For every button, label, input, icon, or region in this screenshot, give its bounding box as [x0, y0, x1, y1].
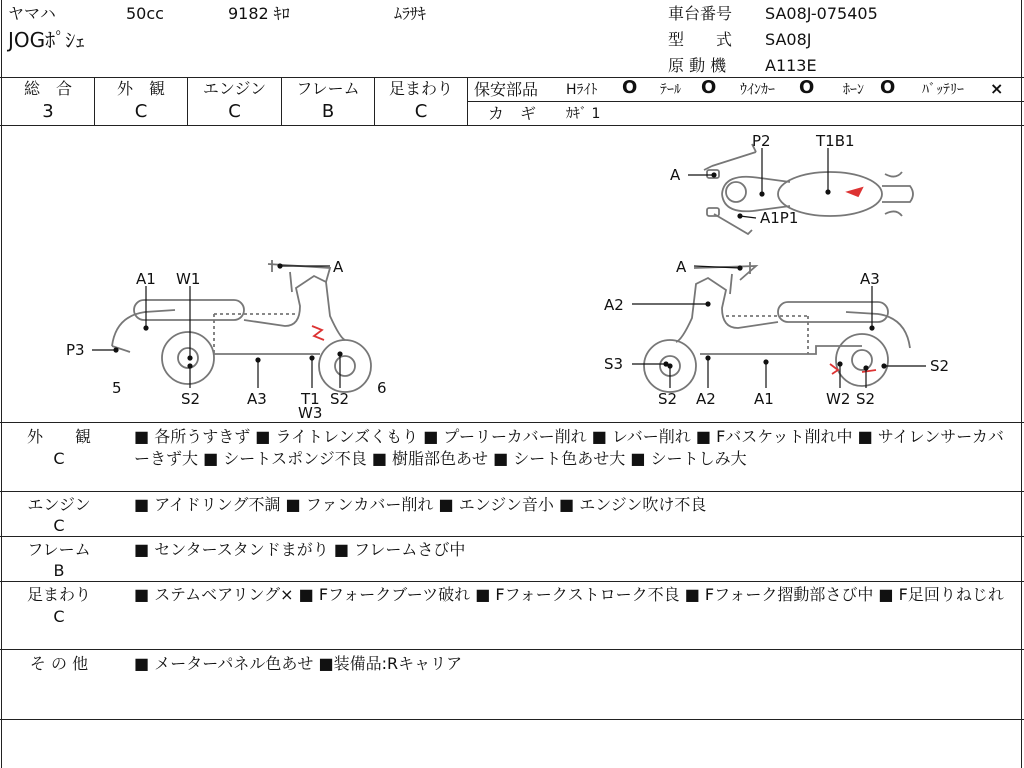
top-view-scooter [704, 144, 913, 234]
safety-item-horn: ﾎｰﾝ [843, 82, 864, 98]
suspension-grade-label: 足まわり [388, 79, 453, 98]
engine-code-label: 原 動 機 [668, 56, 727, 75]
divider [467, 77, 468, 125]
divider [0, 719, 1024, 720]
label-a-left: A [333, 258, 344, 276]
label-a3-left: A3 [247, 390, 267, 408]
exterior-grade-label: 外 観 [116, 79, 165, 98]
label-a-top: A [670, 166, 681, 184]
exterior-grade-value: C [134, 101, 148, 122]
divider [468, 101, 1024, 102]
safety-parts-label: 保安部品 [474, 80, 539, 99]
label-a1-left: A1 [136, 270, 156, 288]
safety-item-tail: ﾃｰﾙ [660, 82, 681, 98]
label-w1-left: W1 [176, 270, 201, 288]
label-a-right: A [676, 258, 687, 276]
chassis-number-label: 車台番号 [668, 4, 733, 23]
divider [0, 77, 1024, 78]
section-engine-label: エンジン [27, 495, 91, 514]
section-frame-text: ■ センタースタンドまがり ■ フレームさび中 [134, 540, 466, 559]
section-suspension-text: ■ ステムベアリング× ■ Fフォークブーツ破れ ■ Fフォークストローク不良 ■ Fフォーク摺動部さび中 ■ F足回りねじれ [134, 585, 1004, 604]
section-exterior-grade: C [53, 449, 65, 468]
label-t1b1: T1B1 [816, 132, 855, 150]
safety-mark-tail: O [701, 77, 717, 98]
chassis-number-value: SA08J-075405 [765, 4, 878, 23]
divider [0, 422, 1024, 423]
label-s2-left-a: S2 [181, 390, 201, 408]
leader-lines [92, 148, 926, 388]
safety-item-winker: ｳｲﾝｶｰ [740, 82, 775, 98]
label-5-left: 5 [112, 379, 122, 397]
engine-grade-label: エンジン [202, 79, 267, 98]
overall-grade-value: 3 [42, 101, 54, 122]
section-frame-grade: B [53, 561, 65, 580]
label-s3-right: S3 [604, 355, 624, 373]
body-color: ﾑﾗｻｷ [394, 4, 427, 23]
maker-name: ヤマハ [8, 4, 56, 23]
model-type-value: SA08J [765, 30, 812, 49]
section-other-text: ■ メーターパネル色あせ ■装備品:Rキャリア [134, 654, 463, 673]
section-engine-text: ■ アイドリング不調 ■ ファンカバー削れ ■ エンジン音小 ■ エンジン吹け不良 [134, 495, 707, 514]
label-p2: P2 [752, 132, 771, 150]
divider [0, 649, 1024, 650]
label-a2-right-a: A2 [604, 296, 624, 314]
divider [0, 536, 1024, 537]
label-w3-left: W3 [298, 404, 323, 422]
safety-mark-battery: × [990, 79, 1004, 98]
safety-mark-horn: O [880, 77, 896, 98]
safety-item-headlight: Hﾗｲﾄ [566, 82, 598, 98]
label-a3-right: A3 [860, 270, 880, 288]
safety-item-battery: ﾊﾞｯﾃﾘｰ [922, 82, 964, 98]
section-suspension-label: 足まわり [26, 585, 91, 604]
safety-mark-headlight: O [622, 77, 638, 98]
condition-diagram [0, 126, 1024, 422]
section-suspension-grade: C [53, 607, 65, 626]
overall-grade-label: 総 合 [23, 79, 72, 98]
model-name: JOGﾎﾟｼｪ [8, 28, 86, 52]
label-p3-left: P3 [66, 341, 85, 359]
label-s2-right-b: S2 [856, 390, 876, 408]
key-label: カ ギ [488, 104, 537, 123]
displacement: 50cc [126, 4, 164, 23]
frame-grade-label: フレーム [296, 79, 360, 98]
key-value: ｶｷﾞ 1 [566, 106, 601, 122]
label-t1-left: T1 [301, 390, 320, 408]
section-exterior-label: 外 観 [26, 427, 91, 446]
label-s2-left-b: S2 [330, 390, 350, 408]
suspension-grade-value: C [414, 101, 428, 122]
divider [0, 581, 1024, 582]
section-frame-label: フレーム [27, 540, 91, 559]
section-engine-grade: C [53, 516, 65, 535]
section-exterior-text: ■ 各所うすきず ■ ライトレンズくもり ■ プーリーカバー削れ ■ レバー削れ ■ Fバスケット削れ中 ■ サイレンサーカバーきず大 ■ シートスポンジ不良 ■ 樹脂部色あせ ■ シート色あせ大 ■ シートしみ大 [134, 427, 1004, 468]
label-a1p1: A1P1 [760, 209, 799, 227]
label-s2-right-c: S2 [930, 357, 950, 375]
label-s2-right-a: S2 [658, 390, 678, 408]
diagram-labels [66, 132, 949, 422]
divider [0, 491, 1024, 492]
engine-grade-value: C [228, 101, 241, 122]
label-a1-right: A1 [754, 390, 774, 408]
model-type-label: 型 式 [668, 30, 733, 49]
label-w2-right: W2 [826, 390, 851, 408]
section-other-label: そ の 他 [29, 654, 89, 673]
engine-code-value: A113E [765, 56, 817, 75]
mileage: 9182 ｷﾛ [228, 4, 290, 23]
frame-grade-value: B [321, 101, 335, 122]
label-a2-right-b: A2 [696, 390, 716, 408]
label-6-left: 6 [377, 379, 387, 397]
safety-mark-winker: O [799, 77, 815, 98]
